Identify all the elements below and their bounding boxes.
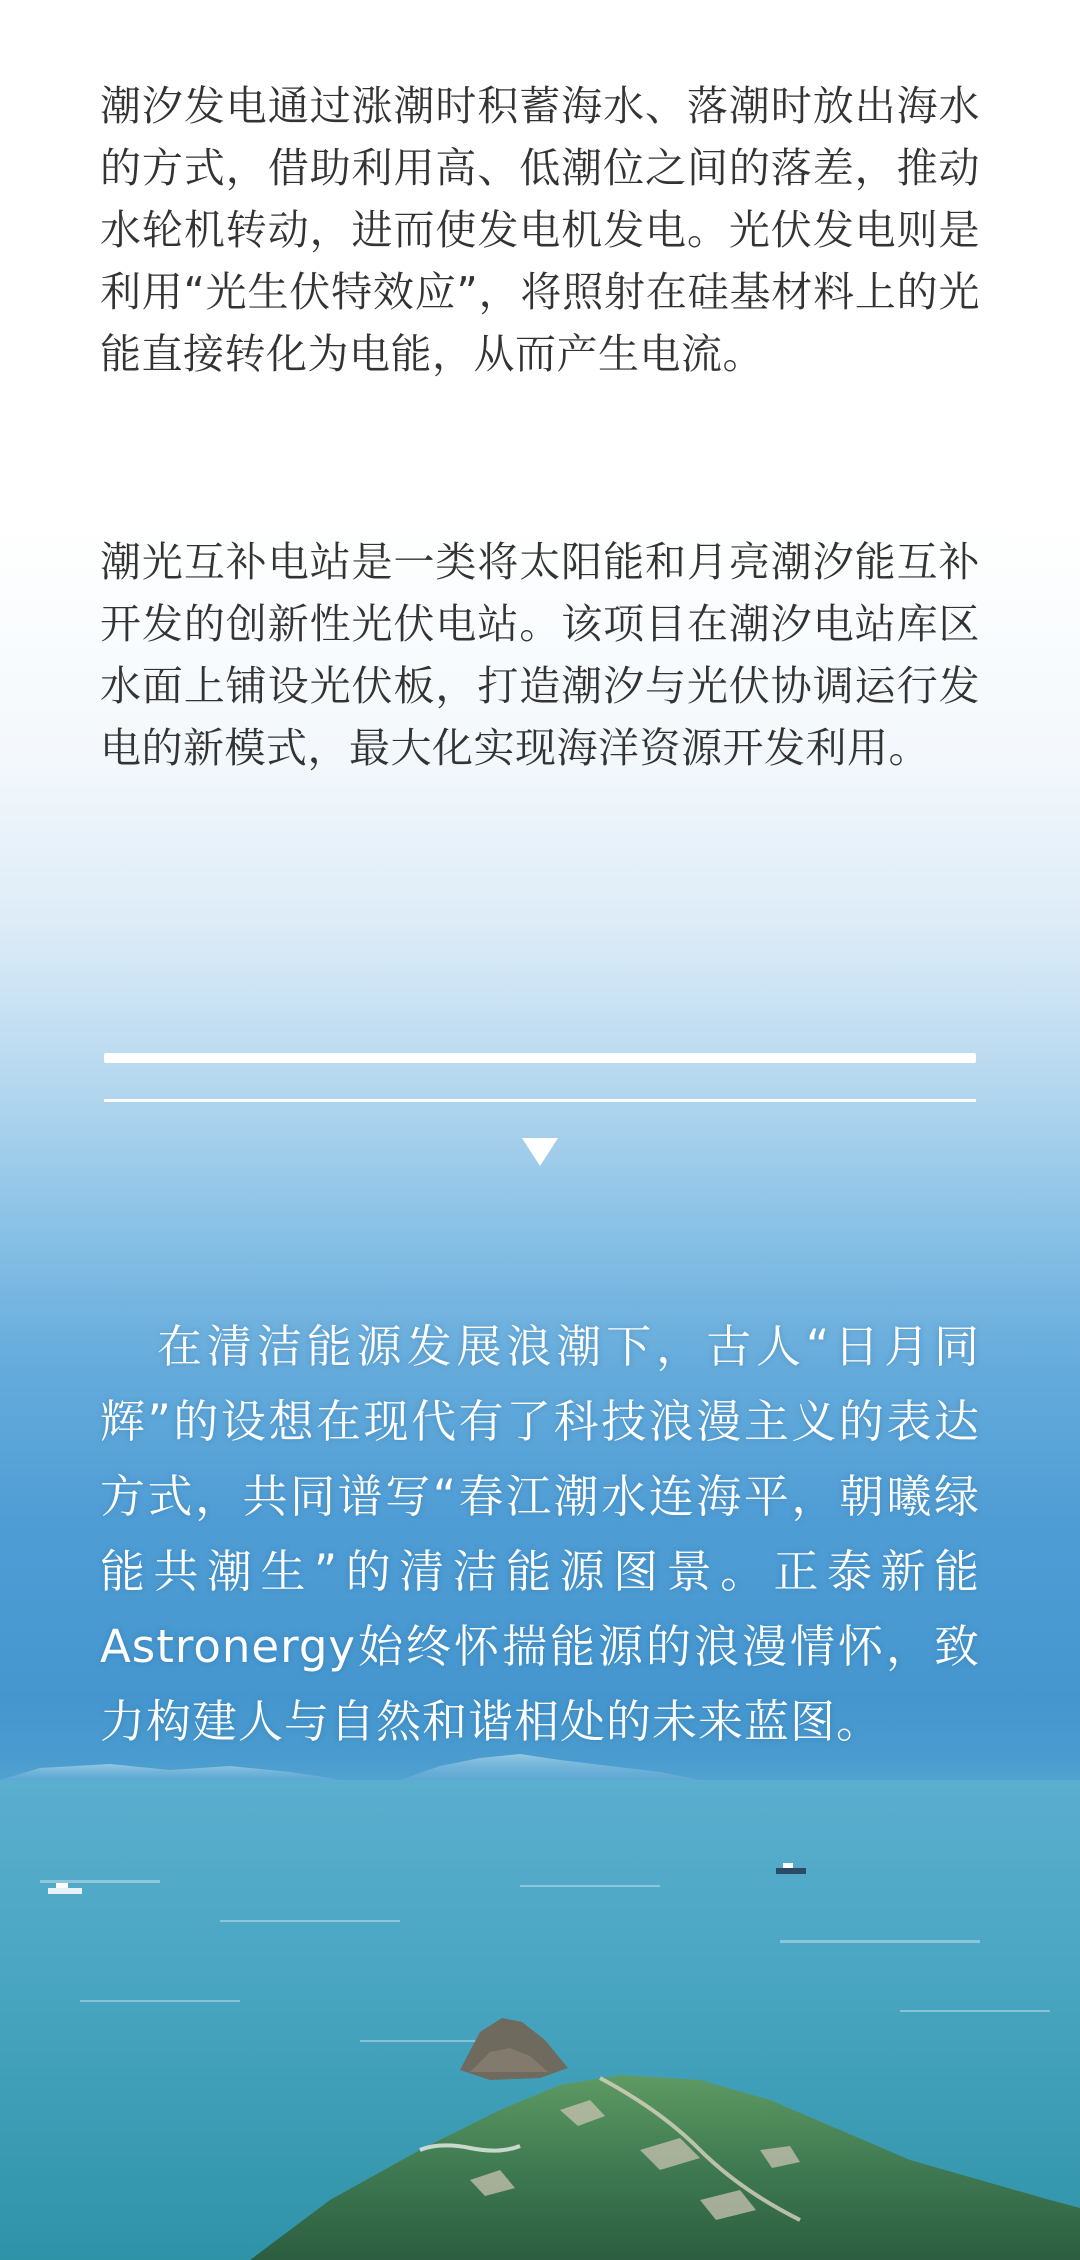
distant-island-left xyxy=(0,1764,340,1780)
section-divider-thin xyxy=(104,1099,976,1102)
section-divider-thick xyxy=(104,1053,976,1063)
triangle-down-icon xyxy=(522,1138,558,1166)
paragraph-station: 潮光互补电站是一类将太阳能和月亮潮汐能互补开发的创新性光伏电站。该项目在潮汐电站库区水面上铺设光伏板，打造潮汐与光伏协调运行发电的新模式，最大化实现海洋资源开发利用。 xyxy=(100,538,980,772)
paragraph-tidal-pv: 潮汐发电通过涨潮时积蓄海水、落潮时放出海水的方式，借助利用高、低潮位之间的落差，推动水轮机转动，进而使发电机发电。光伏发电则是利用“光生伏特效应”，将照射在硅基材料上的光能直接转化为电能，从而产生电流。 xyxy=(100,82,980,378)
paragraph-closing: 在清洁能源发展浪潮下，古人“日月同辉”的设想在现代有了科技浪漫主义的表达方式，共同谱写“春江潮水连海平，朝曦绿能共潮生”的清洁能源图景。正泰新能Astronergy始终怀揣能源的浪漫情怀，致力构建人与自然和谐相处的未来蓝图。 xyxy=(100,1320,980,1748)
coastal-scenery-image xyxy=(0,1680,1080,2260)
